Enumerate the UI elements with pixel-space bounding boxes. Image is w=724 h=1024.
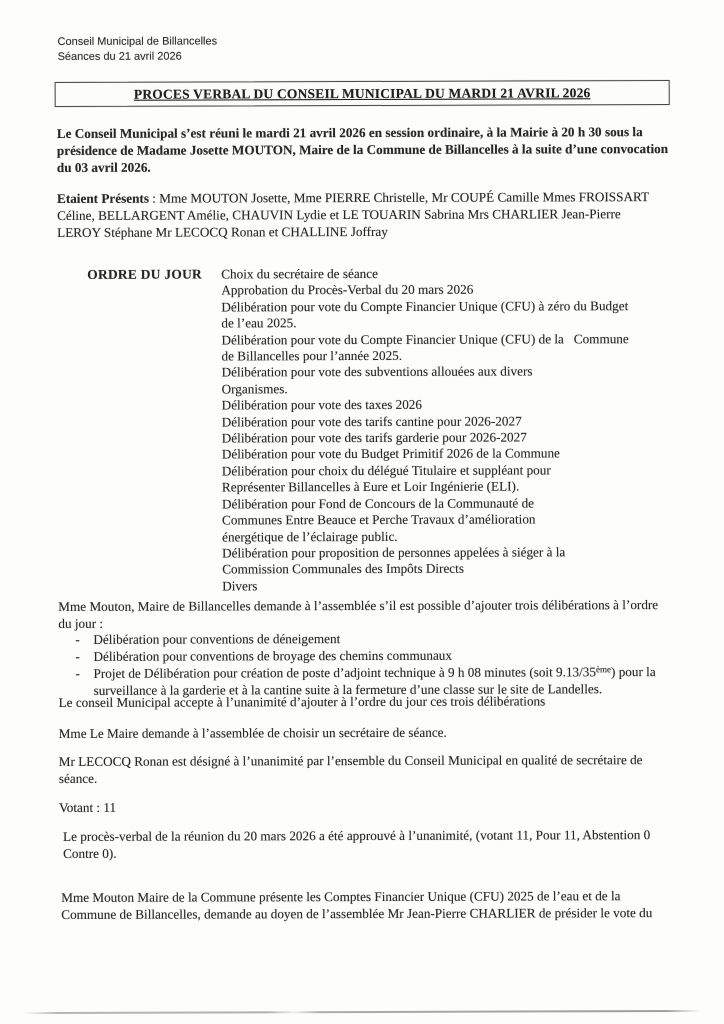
attendees-paragraph [57, 188, 697, 241]
bullet-item [75, 646, 675, 665]
bullet-text-pre: Projet de Délibération pour création de poste d’adjoint technique à 9 h 08 minutes (soit 9.13/35 [93, 664, 597, 681]
agenda-heading: ORDRE DU JOUR [87, 266, 203, 282]
agenda-item: Délibération pour Fond de Concours de la Communauté de Communes Entre Beauce et Perche Travaux d’amélioration énergétique de l’éclairage public. [221, 495, 536, 544]
document-header [57, 34, 217, 65]
agenda-item: Délibération pour vote des taxes 2026 [221, 397, 423, 413]
agenda-item: Délibération pour choix du délégué Titulaire et suppléant pour Représenter Billancelles à Eure et Loir Ingénierie (ELI). [221, 462, 551, 495]
secretary-designation-paragraph: Mr LECOCQ Ronan est désigné à l’unanimité par l’ensemble du Conseil Municipal en qualité de secrétaire de séance. [58, 752, 643, 786]
attendees-label: Etaient Présents [56, 190, 149, 206]
agenda-item: Délibération pour vote du Compte Financier Unique (CFU) à zéro du Budget de l’eau 2025. [221, 297, 629, 331]
scan-edge-line [24, 1010, 700, 1014]
bullet-text-superscript: ème [595, 664, 611, 675]
bullet-item [75, 629, 675, 648]
agenda-item: Délibération pour vote du Budget Primitif 2026 de la Commune [221, 445, 560, 462]
additions-outcome-paragraph: Le conseil Municipal accepte à l’unanimité d’ajouter à l’ordre du jour ces trois délibérations [58, 693, 546, 710]
agenda-item: Délibération pour vote des tarifs garderie pour 2026-2027 [221, 429, 527, 446]
pv-approval-paragraph: Le procès-verbal de la réunion du 20 mars 2026 a été approuvé à l’unanimité, (votant 11, Pour 11, Abstention 0 Contre 0). [62, 827, 651, 861]
intro-paragraph: Le Conseil Municipal s’est réuni le mardi 21 avril 2026 en session ordinaire, à la Mairie à 20 h 30 sous la présidence de Madame Josette MOUTON, Maire de la Commune de Billancelles à la suite d’une convocation du 03 avril 2026. [56, 124, 669, 175]
agenda-item: Délibération pour vote des subventions allouées aux divers Organismes. [221, 363, 533, 397]
cfu-presentation-paragraph: Mme Mouton Maire de la Commune présente les Comptes Financier Unique (CFU) 2025 de l’eau et de la Commune de Billancelles, demande au doyen de l’assemblée Mr Jean-Pierre CHARLIER de présider le vote du [61, 888, 653, 922]
agenda-item: Délibération pour vote du Compte Financier Unique (CFU) de la Commune de Billancelles pour l’année 2025. [221, 330, 629, 364]
dash-bullet-marker: - [75, 631, 80, 647]
bullet-text-post: ) pour la surveillance à la garderie et à la cantine suite à la fermeture d’une classe sur le site de Landelles. [93, 664, 656, 698]
additions-intro-paragraph: Mme Mouton, Maire de Billancelles demande à l’assemblée s’il est possible d’ajouter trois délibérations à l’ordre du jour : [58, 597, 659, 631]
additions-bullet-list [75, 629, 675, 699]
bullet-text: Délibération pour conventions de déneigement [93, 631, 341, 647]
header-session-date: Séances du 21 avril 2026 [57, 50, 182, 63]
agenda-item: Délibération pour vote des tarifs cantine pour 2026-2027 [221, 413, 522, 430]
title-box [55, 80, 670, 107]
attendees-names: : Mme MOUTON Josette, Mme PIERRE Christelle, Mr COUPÉ Camille Mmes FROISSART Céline, BELLARGENT Amélie, CHAUVIN Lydie et LE TOUARIN Sabrina Mrs CHARLIER Jean-Pierre LEROY Stéphane Mr LECOCQ Ronan et CHALLINE Joffray [57, 189, 650, 240]
agenda-item: Approbation du Procès-Verbal du 20 mars 2026 [221, 282, 474, 298]
dash-bullet-marker: - [75, 648, 80, 664]
agenda-item: Choix du secrétaire de séance [221, 265, 378, 282]
agenda-item: Délibération pour proposition de personnes appelées à siéger à la Commission Communales des Impôts Directs [222, 544, 566, 577]
votant-line: Votant : 11 [58, 799, 117, 815]
agenda-item: Divers [222, 578, 258, 594]
secretary-request-paragraph: Mme Le Maire demande à l’assemblée de choisir un secrétaire de séance. [58, 724, 447, 741]
header-organization: Conseil Municipal de Billancelles [57, 35, 218, 48]
dash-bullet-marker: - [75, 665, 80, 681]
page-title: PROCES VERBAL DU CONSEIL MUNICIPAL DU MARDI 21 AVRIL 2026 [133, 84, 591, 102]
agenda-list [221, 265, 672, 595]
bullet-text: Délibération pour conventions de broyage des chemins communaux [93, 647, 453, 664]
